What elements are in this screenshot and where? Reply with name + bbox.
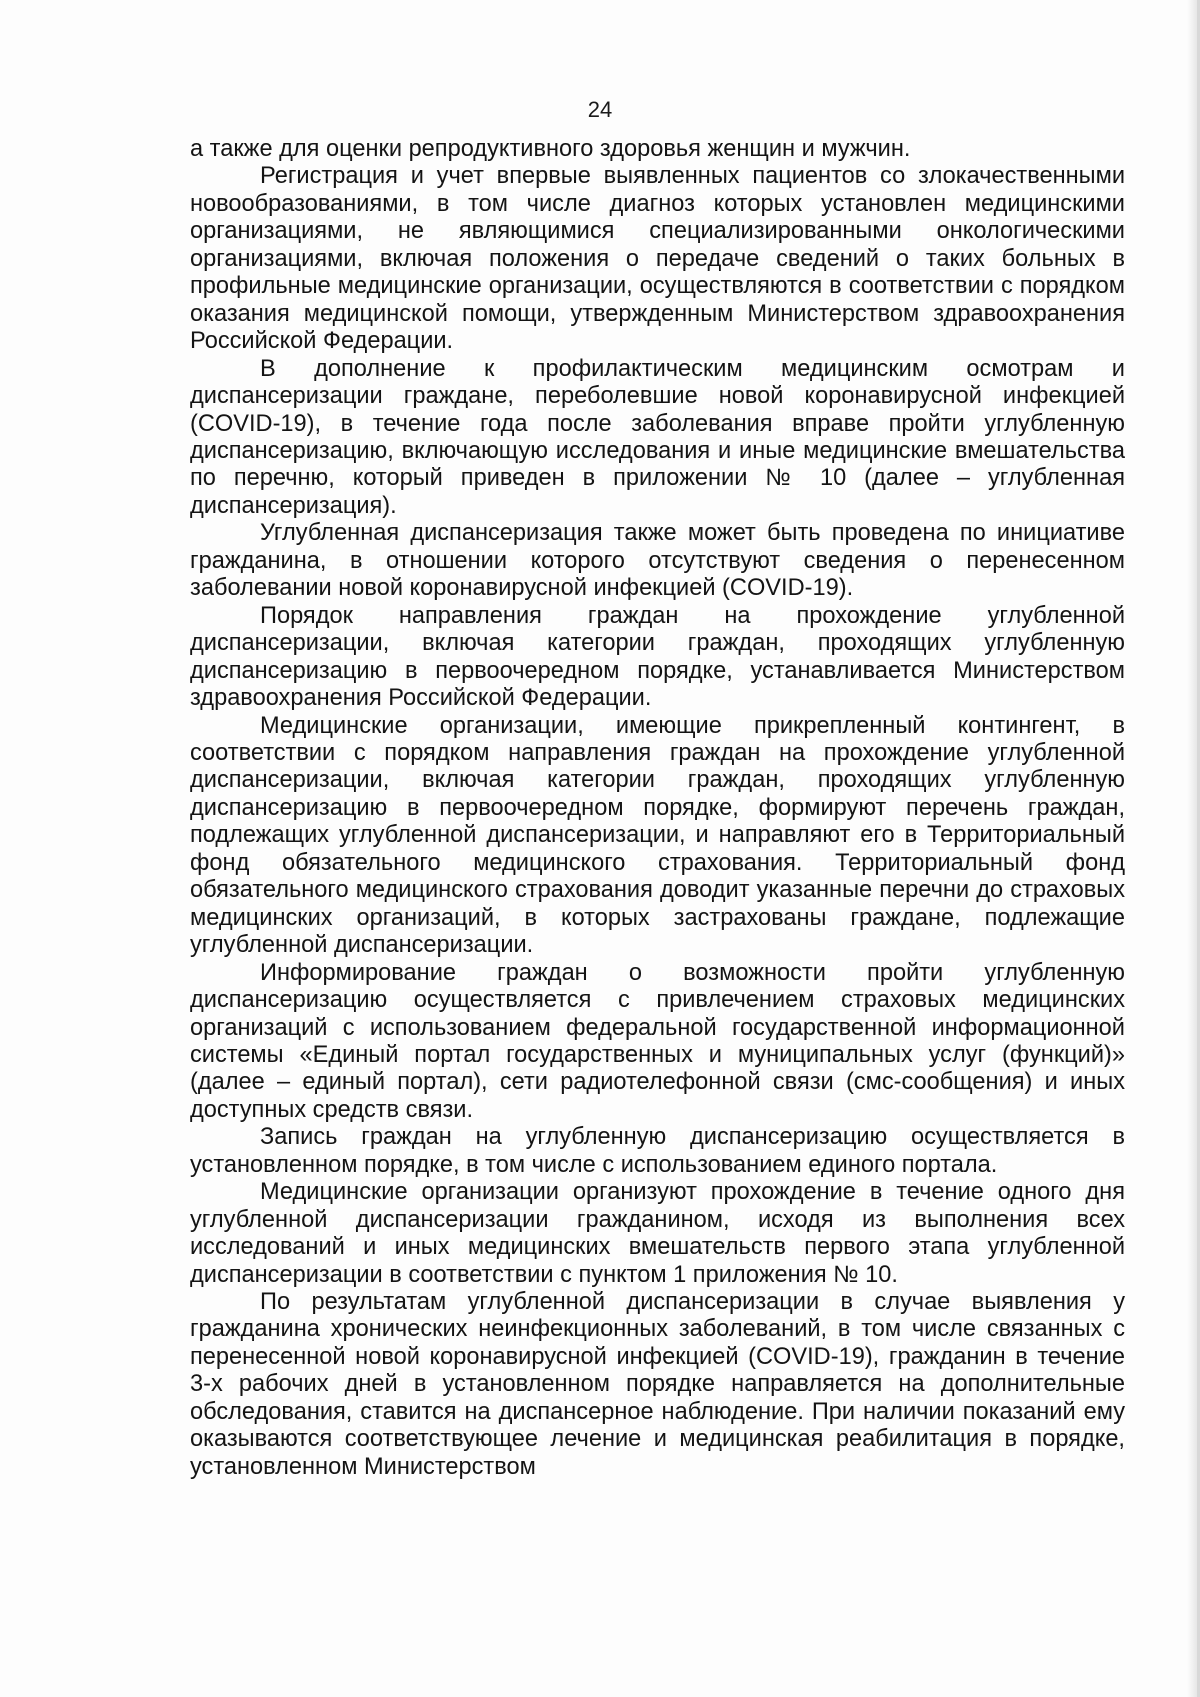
paragraph-informing: Информирование граждан о возможности пройти углубленную диспансеризацию осуществляется с привлечением страховых медицинских организаций с использованием федеральной государственной информационной системы «Единый портал государственных и муниципальных услуг (функций)» (далее – единый портал), сети радиотелефонной связи (смс-сообщения) и иных доступных средств связи.	[190, 959, 1125, 1123]
paragraph-covid-dispanserization: В дополнение к профилактическим медицинским осмотрам и диспансеризации граждане, переболевшие новой коронавирусной инфекцией (COVID-19), в течение года после заболевания вправе пройти углубленную диспансеризацию, включающую исследования и иные медицинские вмешательства по перечню, который приведен в приложении № 10 (далее – углубленная диспансеризация).	[190, 355, 1125, 519]
page-edge-shadow	[1187, 0, 1197, 1697]
page-number: 24	[587, 97, 613, 122]
paragraph-registration: Регистрация и учет впервые выявленных пациентов со злокачественными новообразованиями, в том числе диагноз которых установлен медицинскими организациями, не являющимися специализированными онкологическими организациями, включая положения о передаче сведений о таких больных в профильные медицинские организации, осуществляются в соответствии с порядком оказания медицинской помощи, утвержденным Министерством здравоохранения Российской Федерации.	[190, 163, 1125, 355]
paragraph-procedure: Порядок направления граждан на прохождение углубленной диспансеризации, включая категории граждан, проходящих углубленную диспансеризацию в первоочередном порядке, устанавливается Министерством здравоохранения Российской Федерации.	[190, 602, 1125, 712]
paragraph-medical-organizations: Медицинские организации, имеющие прикрепленный контингент, в соответствии с порядком направления граждан на прохождение углубленной диспансеризации, включая категории граждан, проходящих углубленную диспансеризацию в первоочередном порядке, формируют перечень граждан, подлежащих углубленной диспансеризации, и направляют его в Территориальный фонд обязательного медицинского страхования. Территориальный фонд обязательного медицинского страхования доводит указанные перечни до страховых медицинских организаций, в которых застрахованы граждане, подлежащие углубленной диспансеризации.	[190, 712, 1125, 959]
document-text-body	[190, 136, 1125, 1481]
paragraph-continuation: а также для оценки репродуктивного здоровья женщин и мужчин.	[190, 136, 911, 162]
paragraph-one-day: Медицинские организации организуют прохождение в течение одного дня углубленной диспансеризации гражданином, исходя из выполнения всех исследований и иных медицинских вмешательств первого этапа углубленной диспансеризации в соответствии с пунктом 1 приложения № 10.	[190, 1179, 1125, 1288]
paragraph-results: По результатам углубленной диспансеризации в случае выявления у гражданина хронических неинфекционных заболеваний, в том числе связанных с перенесенной новой коронавирусной инфекцией (COVID-19), гражданин в течение 3-х рабочих дней в установленном порядке направляется на дополнительные обследования, ставится на диспансерное наблюдение. При наличии показаний ему оказываются соответствующее лечение и медицинская реабилитация в порядке, установленном Министерством	[190, 1289, 1125, 1480]
paragraph-registration-portal: Запись граждан на углубленную диспансеризацию осуществляется в установленном порядке, в том числе с использованием единого портала.	[190, 1124, 1125, 1178]
paragraph-initiative: Углубленная диспансеризация также может быть проведена по инициативе гражданина, в отношении которого отсутствуют сведения о перенесенном заболевании новой коронавирусной инфекцией (COVID-19).	[190, 520, 1125, 602]
